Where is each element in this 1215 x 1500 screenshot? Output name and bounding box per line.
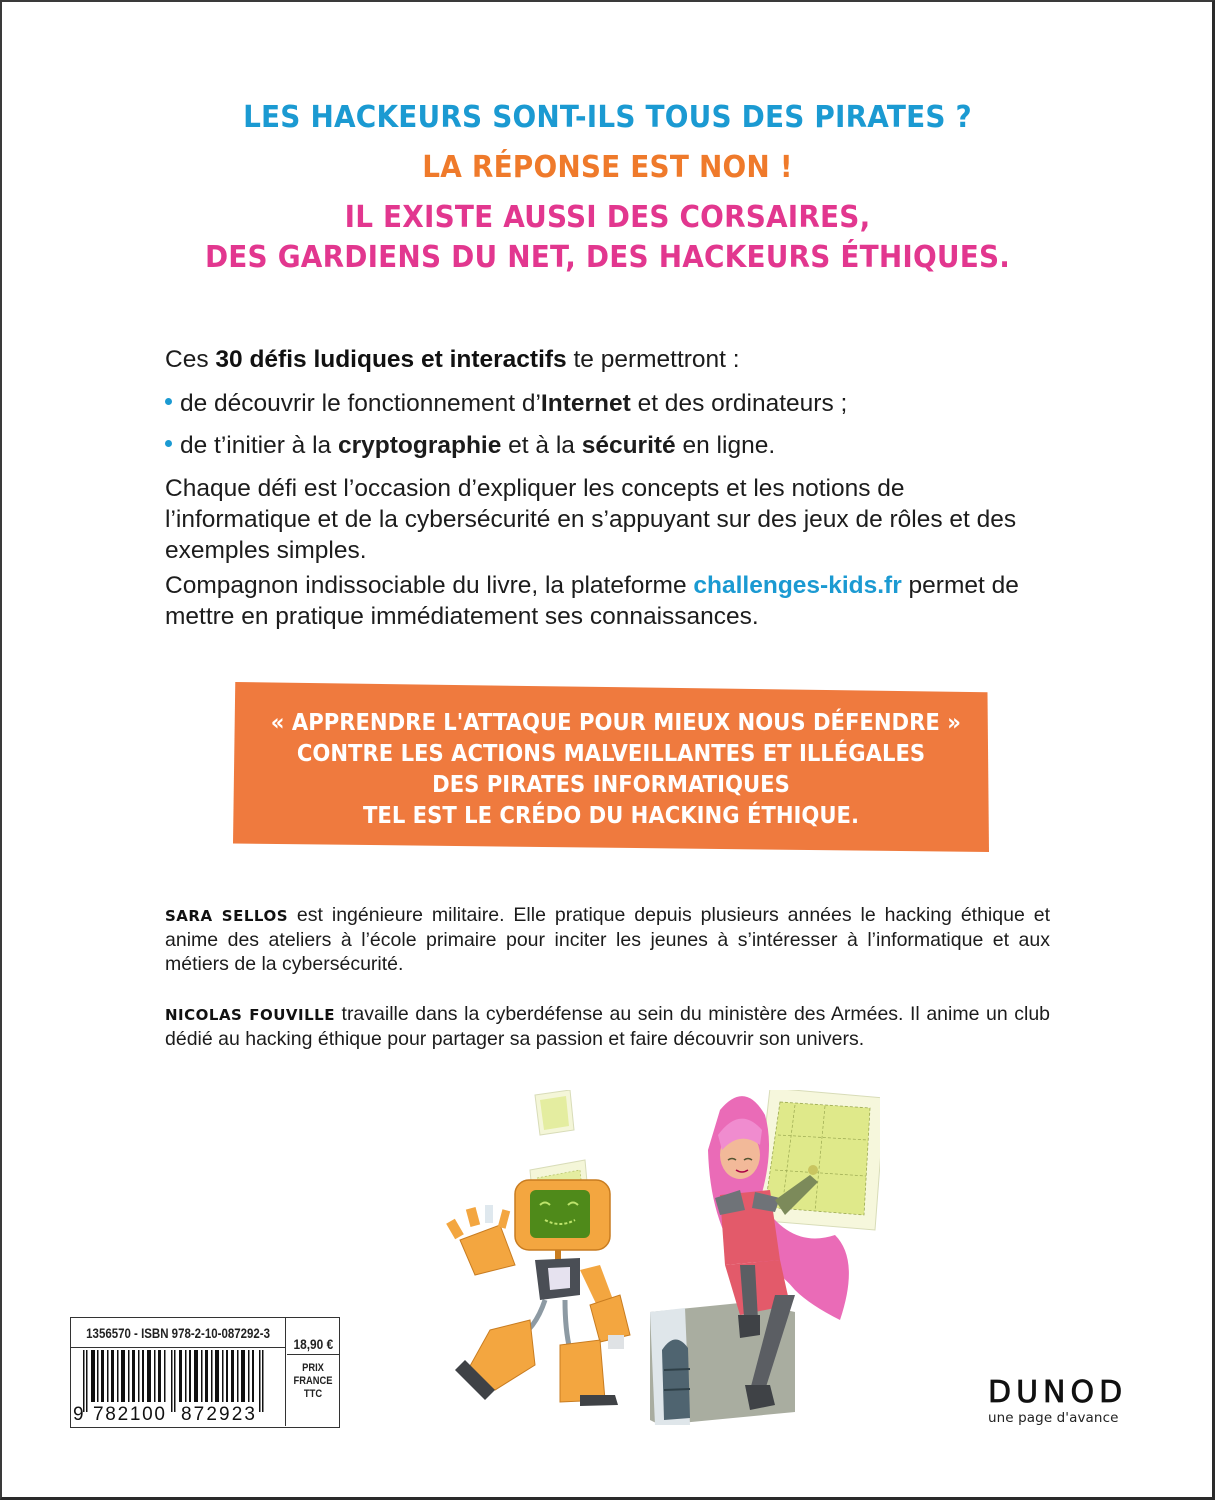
bullet-bold: sécurité [581,432,676,459]
robot-character-icon [446,1180,630,1406]
banner-line: DES PIRATES INFORMATIQUES [432,770,790,798]
bullet-text: en ligne. [675,432,776,459]
author-name: NICOLAS FOUVILLE [165,1006,335,1024]
headline-question: LES HACKEURS SONT-ILS TOUS DES PIRATES ? [243,100,972,135]
barcode-box [70,1317,340,1428]
characters-illustration [440,1090,880,1430]
banner-line: TEL EST LE CRÉDO DU HACKING ÉTHIQUE. [362,801,860,829]
bullet-text: de t’initier à la [180,432,338,459]
banner-line: « APPRENDRE L'ATTAQUE POUR MIEUX NOUS DÉFENDRE » [270,708,961,736]
author-bio-nicolas [165,1002,1050,1051]
banner-line: CONTRE LES ACTIONS MALVEILLANTES ET ILLÉGALES [296,739,926,767]
robot-and-hacker-illustration [440,1090,880,1430]
platform-paragraph [165,570,1055,632]
platform-link[interactable]: challenges-kids.fr [693,572,902,599]
bullet-internet [165,388,847,419]
bullet-bold: Internet [540,390,631,417]
bullet-text: et des ordinateurs ; [630,390,848,417]
barcode-digits-right: 872923 [181,1404,255,1425]
isbn-line [71,1318,286,1348]
platform-text: permet de mettre en pratique immédiatement ses connaissances. [165,572,1019,630]
intro-suffix: te permettront : [566,346,740,373]
price-label [287,1362,339,1401]
barcode-bars-icon [71,1348,285,1426]
concepts-paragraph: Chaque défi est l’occasion d’expliquer les concepts et les notions de l’informatique et de la cybersécurité en s’appuyant sur des jeux de rôles et des exemples simples. [165,475,1017,564]
headline-line3: IL EXISTE AUSSI DES CORSAIRES, [344,200,871,235]
intro-prefix: Ces [165,346,216,373]
intro-text [165,344,1055,375]
barcode-digits-left: 782100 [93,1404,165,1425]
barcode-digit-first: 9 [73,1404,84,1425]
price [287,1336,339,1355]
publisher-name: DUNOD [988,1375,1128,1410]
price-value: 18,90 € [293,1336,333,1352]
price-label-line: PRIX [302,1362,324,1374]
author-name: SARA SELLOS [165,907,288,925]
headline-line4: DES GARDIENS DU NET, DES HACKEURS ÉTHIQUES. [204,240,1011,275]
barcode [71,1348,286,1426]
isbn-text: 1356570 - ISBN 978-2-10-087292-3 [86,1324,270,1341]
intro-bold: 30 défis ludiques et interactifs [215,346,567,373]
price-label-line: FRANCE [293,1375,333,1387]
price-label-line: TTC [303,1388,323,1400]
price-column [287,1318,339,1426]
bullet-text: de découvrir le fonctionnement d’ [180,390,541,417]
platform-text: Compagnon indissociable du livre, la plateforme [165,572,694,599]
author-bio-sara [165,903,1050,976]
bullet-crypto [165,430,775,461]
bullet-dot-icon [165,440,172,447]
bullet-text: et à la [501,432,582,459]
publisher-logo [988,1375,1148,1426]
bullet-bold: cryptographie [337,432,502,459]
publisher-tagline: une page d'avance [988,1410,1119,1426]
headline-answer: LA RÉPONSE EST NON ! [422,150,793,185]
author-bio-text: est ingénieure militaire. Elle pratique depuis plusieurs années le hacking éthique et anime des ateliers à l’école primaire pour inciter les jeunes à s’intéresser à l’informatique et aux métiers de la cybersécurité. [165,904,1050,975]
author-bio-text: travaille dans la cyberdéfense au sein du ministère des Armées. Il anime un club dédié au hacking éthique pour partager sa passion et faire découvrir son univers. [165,1003,1051,1050]
bullet-dot-icon [165,398,172,405]
